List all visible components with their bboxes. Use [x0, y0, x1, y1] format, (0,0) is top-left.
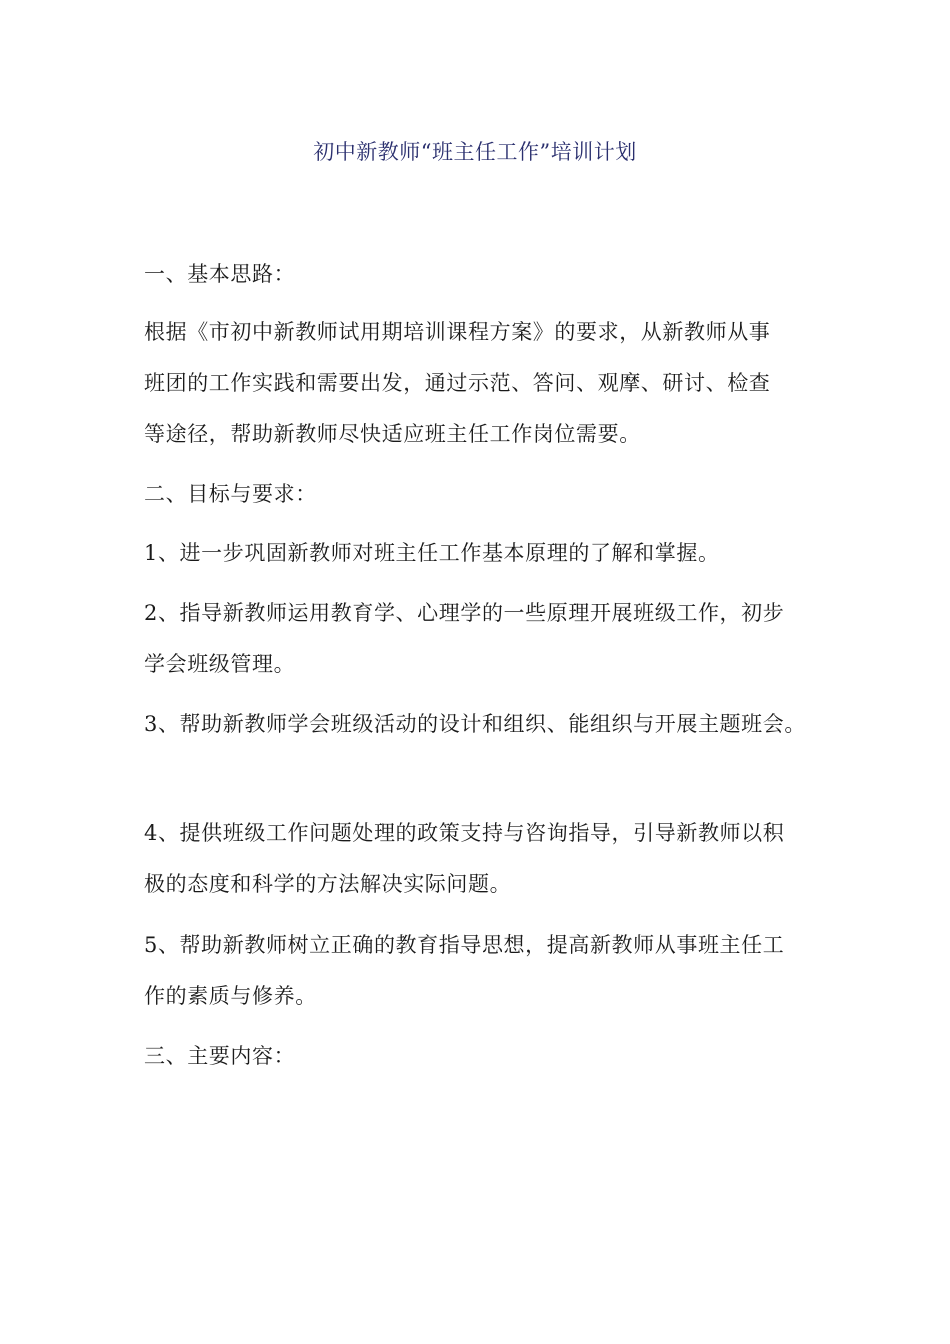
section-heading-goals: 二、目标与要求： — [144, 482, 317, 506]
list-item-5-continued: 作的素质与修养。 — [144, 984, 317, 1008]
list-item-4-continued: 极的态度和科学的方法解决实际问题。 — [144, 872, 512, 896]
paragraph-line: 等途径，帮助新教师尽快适应班主任工作岗位需要。 — [144, 422, 641, 446]
list-item-5: 5、帮助新教师树立正确的教育指导思想，提高新教师从事班主任工 — [144, 933, 785, 957]
list-item-4: 4、提供班级工作问题处理的政策支持与咨询指导，引导新教师以积 — [144, 821, 785, 845]
list-item-3: 3、帮助新教师学会班级活动的设计和组织、能组织与开展主题班会。 — [144, 712, 806, 736]
section-heading-basic-approach: 一、基本思路： — [144, 262, 296, 286]
list-item-2-continued: 学会班级管理。 — [144, 652, 296, 676]
paragraph-line: 班团的工作实践和需要出发，通过示范、答问、观摩、研讨、检查 — [144, 371, 771, 395]
list-item-1: 1、进一步巩固新教师对班主任工作基本原理的了解和掌握。 — [144, 541, 720, 565]
document-title: 初中新教师“班主任工作”培训计划 — [313, 140, 637, 164]
list-item-2: 2、指导新教师运用教育学、心理学的一些原理开展班级工作，初步 — [144, 601, 785, 625]
section-heading-main-content: 三、主要内容： — [144, 1044, 296, 1068]
paragraph-line: 根据《市初中新教师试用期培训课程方案》的要求，从新教师从事 — [144, 320, 771, 344]
